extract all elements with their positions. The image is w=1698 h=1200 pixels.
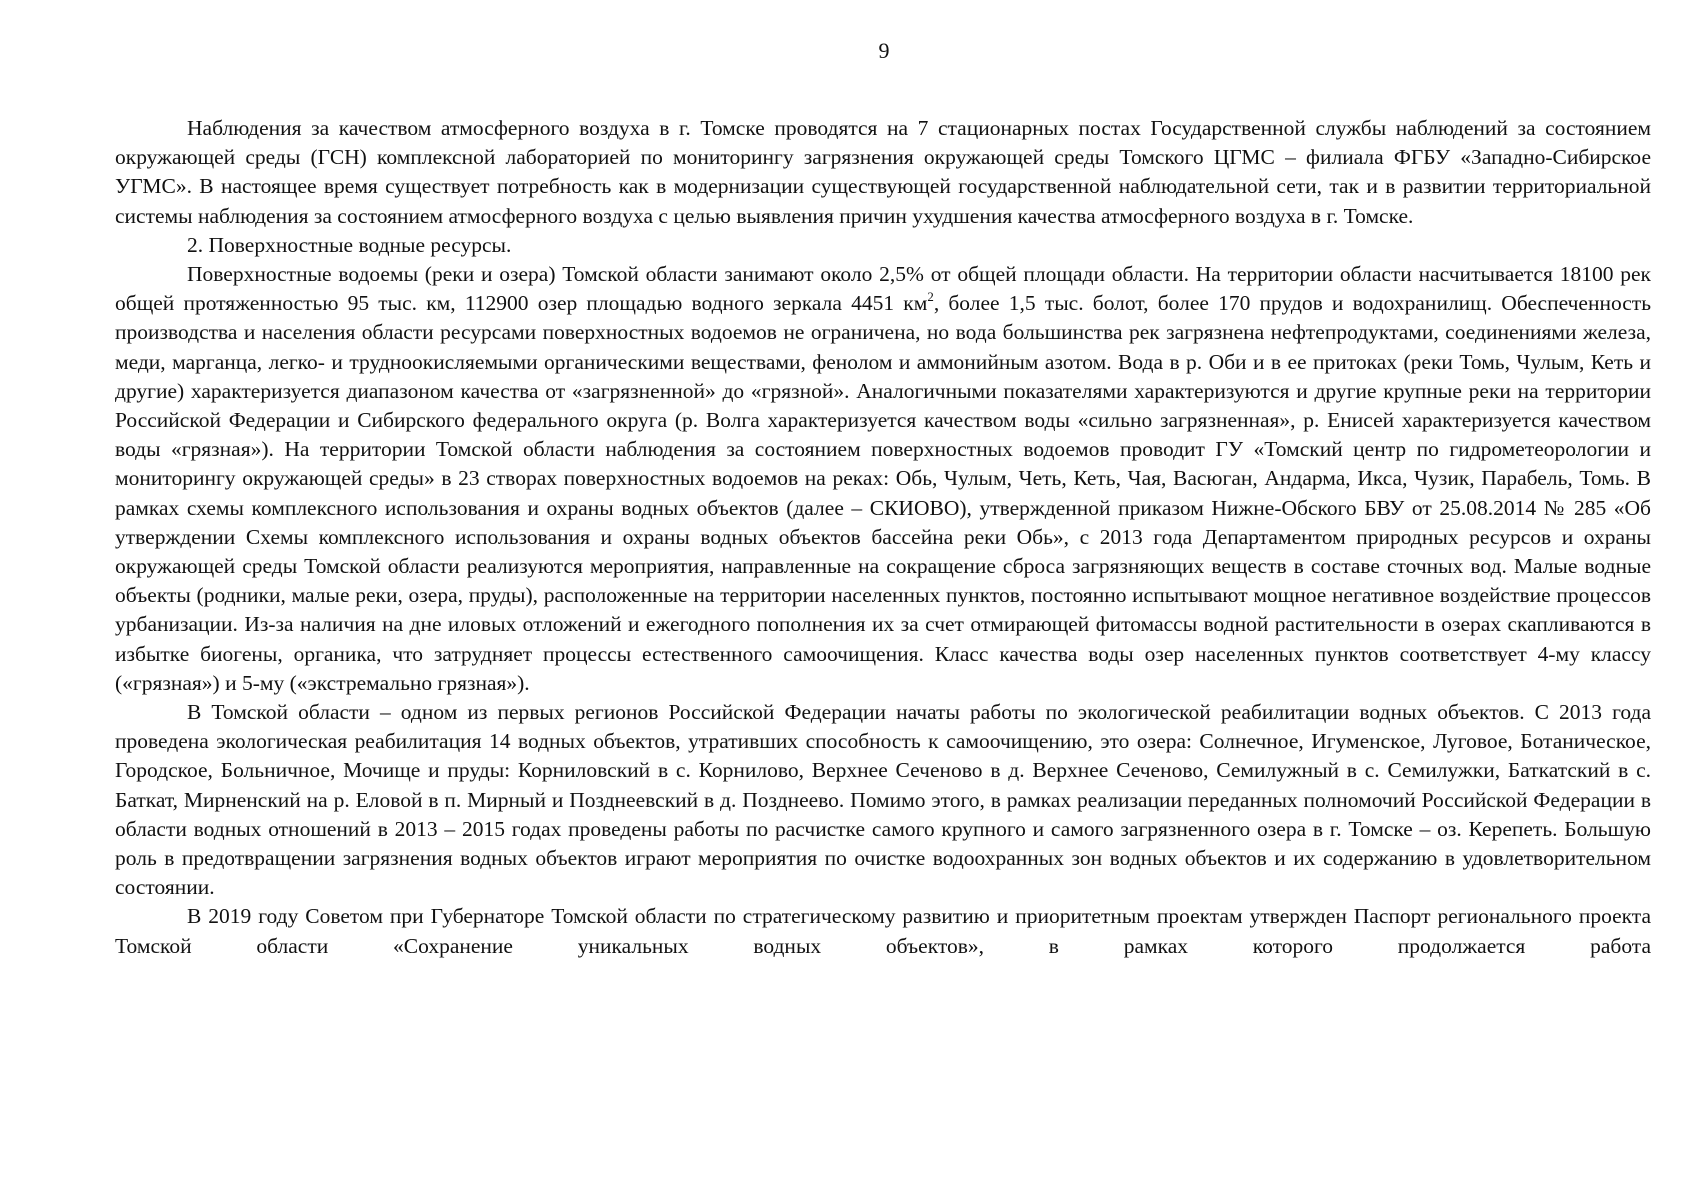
paragraph-text-part: , более 1,5 тыс. болот, более 170 прудов и водохранилищ. Обеспеченность производства и населения области ресурсами поверхностных водоемов не ограничена, но вода большинства рек загрязнена нефтепродуктами, соединениями железа, меди, марганца, легко- и трудноокисляемыми органическими веществами, фенолом и аммонийным азотом. Вода в р. Оби и в ее притоках (реки Томь, Чулым, Кеть и другие) характеризуется диапазоном качества от «загрязненной» до «грязной». Аналогичными показателями характеризуются и другие крупные реки на территории Российской Федерации и Сибирского федерального округа (р. Волга характеризуется качеством воды «сильно загрязненная», р. Енисей характеризуется качеством воды «грязная»). На территории Томской области наблюдения за состоянием поверхностных водоемов проводит ГУ «Томский центр по гидрометеорологии и мониторингу окружающей среды» в 23 створах поверхностных водоемов на реках: Обь, Чулым, Четь, Кеть, Чая, Васюган, Андарма, Икса, Чузик, Парабель, Томь. В рамках схемы комплексного использования и охраны водных объектов (далее – СКИОВО), утвержденной приказом Нижне-Обского БВУ от 25.08.2014 № 285 «Об утверждении Схемы комплексного использования и охраны водных объектов бассейна реки Обь», с 2013 года Департаментом природных ресурсов и охраны окружающей среды Томской области реализуются мероприятия, направленные на сокращение сброса загрязняющих веществ в составе сточных вод. Малые водные объекты (родники, малые реки, озера, пруды), расположенные на территории населенных пунктов, постоянно испытывают мощное негативное воздействие процессов урбанизации. Из-за наличия на дне иловых отложений и ежегодного пополнения их за счет отмирающей фитомассы водной растительности в озерах скапливаются в избытке биогены, органика, что затрудняет процессы естественного самоочищения. Класс качества воды озер населенных пунктов соответствует 4-му классу («грязная») и 5-му («экстремально грязная»). [115, 291, 1652, 695]
paragraph-rehabilitation: В Томской области – одном из первых регионов Российской Федерации начаты работы по экологической реабилитации водных объектов. С 2013 года проведена экологическая реабилитация 14 водных объектов, утративших способность к самоочищению, это озера: Солнечное, Игуменское, Луговое, Ботаническое, Городское, Больничное, Мочище и пруды: Корниловский в с. Корнилово, Верхнее Сеченово в д. Верхнее Сеченово, Семилужный в с. Семилужки, Баткатский в с. Баткат, Мирненский на р. Еловой в п. Мирный и Позднеевский в д. Позднеево. Помимо этого, в рамках реализации переданных полномочий Российской Федерации в области водных отношений в 2013 – 2015 годах проведены работы по расчистке самого крупного и самого загрязненного озера в г. Томске – оз. Керепеть. Большую роль в предотвращении загрязнения водных объектов играют мероприятия по очистке водоохранных зон водных объектов и их содержанию в удовлетворительном состоянии. [115, 700, 1651, 900]
paragraph-surface-water-bodies [115, 260, 1651, 698]
paragraph-text-part: Поверхностные водоемы (реки и озера) Томской области занимают около 2,5% от общей площади области. На территории области насчитывается 18100 рек общей протяженностью 95 тыс. км, 112900 озер площадью водного зеркала 4451 км [115, 262, 1651, 316]
superscript-squared: 2 [927, 290, 934, 305]
paragraph-regional-project: В 2019 году Советом при Губернаторе Томской области по стратегическому развитию и приоритетным проектам утвержден Паспорт регионального проекта Томской области «Сохранение уникальных водных объектов», в рамках которого продолжается работа [115, 904, 1651, 958]
document-body [115, 114, 1651, 961]
page-number: 9 [878, 38, 890, 63]
paragraph-air-quality: Наблюдения за качеством атмосферного воздуха в г. Томске проводятся на 7 стационарных постах Государственной службы наблюдений за состоянием окружающей среды (ГСН) комплексной лабораторией по мониторингу загрязнения окружающей среды Томского ЦГМС – филиала ФГБУ «Западно-Сибирское УГМС». В настоящее время существует потребность как в модернизации существующей государственной наблюдательной сети, так и в развитии территориальной системы наблюдения за состоянием атмосферного воздуха с целью выявления причин ухудшения качества атмосферного воздуха в г. Томске. [115, 116, 1651, 228]
section-heading-surface-water: 2. Поверхностные водные ресурсы. [187, 232, 512, 257]
